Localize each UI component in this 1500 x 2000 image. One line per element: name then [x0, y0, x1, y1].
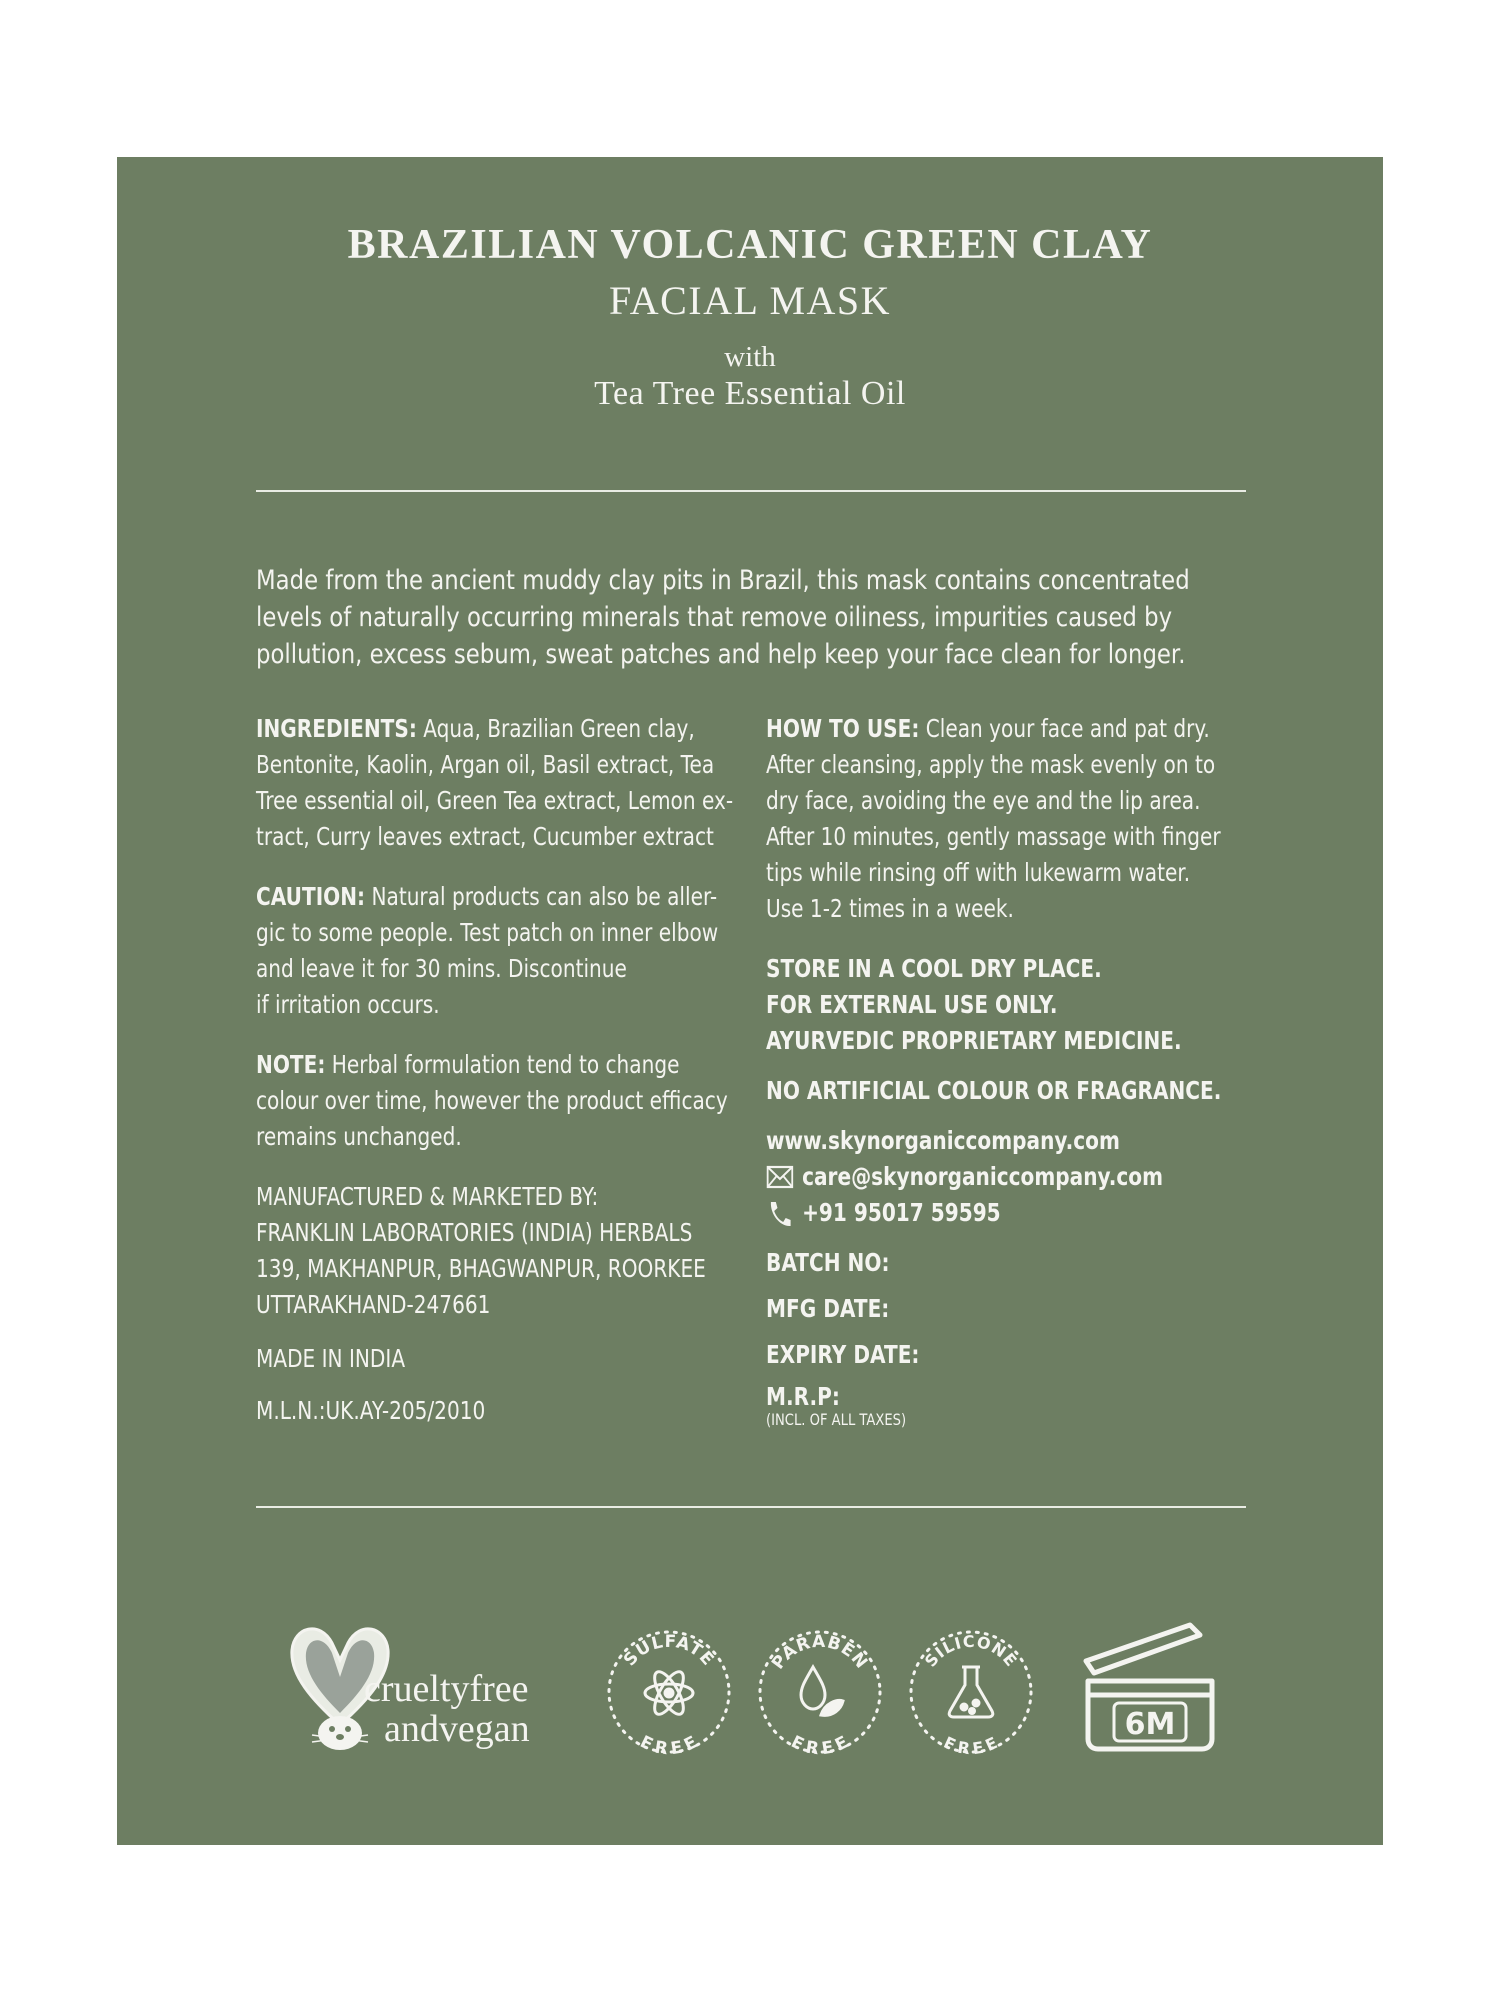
mrp-note: (INCL. OF ALL TAXES): [766, 1410, 907, 1429]
manufacturer-text: FRANKLIN LABORATORIES (INDIA) HERBALS: [256, 1218, 693, 1247]
how-to-use-text: Clean your face and pat dry.: [919, 714, 1210, 743]
note-text: colour over time, however the product efficacy: [256, 1086, 728, 1115]
with-text: with: [724, 341, 776, 373]
phone-number[interactable]: +91 95017 59595: [802, 1198, 1001, 1227]
license-number: M.L.N.:UK.AY-205/2010: [256, 1396, 486, 1425]
caution-text: and leave it for 30 mins. Discontinue: [256, 954, 627, 983]
how-to-use-section: [766, 711, 1225, 927]
no-artificial-text: NO ARTIFICIAL COLOUR OR FRAGRANCE.: [766, 1076, 1222, 1105]
how-to-use-text: tips while rinsing off with lukewarm water.: [766, 858, 1191, 887]
ingredients-text: Aqua, Brazilian Green clay,: [416, 714, 695, 743]
pao-text: 6M: [1124, 1707, 1176, 1742]
product-label-panel: [117, 157, 1383, 1845]
top-divider: [256, 490, 1246, 492]
manufacturer-text: 139, MAKHANPUR, BHAGWANPUR, ROORKEE: [256, 1254, 706, 1283]
cruelty-free-badge: [282, 1615, 582, 1765]
made-in: MADE IN INDIA: [256, 1344, 406, 1373]
product-description: [256, 562, 1254, 673]
storage-section: [766, 951, 1225, 1059]
ingredients-text: Tree essential oil, Green Tea extract, Lemon ex-: [256, 786, 734, 815]
mfg-date: MFG DATE:: [766, 1294, 890, 1323]
caution-section: [256, 879, 764, 1023]
how-to-use-text: dry face, avoiding the eye and the lip area.: [766, 786, 1201, 815]
note-section: [256, 1047, 764, 1155]
period-after-opening-badge: [1080, 1615, 1220, 1755]
silicone-free-text: FREE: [940, 1732, 1002, 1757]
ingredients-section: [256, 711, 764, 855]
silicone-text: SILICONE: [920, 1631, 1022, 1671]
note-text: Herbal formulation tend to change: [325, 1050, 680, 1079]
sulfate-free-badge: [604, 1627, 734, 1757]
ingredients-text: Bentonite, Kaolin, Argan oil, Basil extract, Tea: [256, 750, 715, 779]
how-to-use-text: Use 1-2 times in a week.: [766, 894, 1014, 923]
how-to-use-text: After 10 minutes, gently massage with finger: [766, 822, 1221, 851]
sulfate-free-text: FREE: [636, 1732, 702, 1757]
medicine-type: AYURVEDIC PROPRIETARY MEDICINE.: [766, 1026, 1182, 1055]
batch-no: BATCH NO:: [766, 1248, 890, 1277]
description-line: Made from the ancient muddy clay pits in Brazil, this mask contains concentrated: [256, 565, 1190, 596]
note-text: remains unchanged.: [256, 1122, 462, 1151]
contact-section: [766, 1123, 1225, 1231]
paraben-free-badge: [755, 1627, 885, 1757]
description-line: levels of naturally occurring minerals that remove oiliness, impurities caused by: [256, 602, 1173, 633]
how-to-use-text: After cleansing, apply the mask evenly on to: [766, 750, 1216, 779]
sulfate-text: SULFATE: [619, 1631, 719, 1671]
email-link[interactable]: care@skynorganiccompany.com: [802, 1162, 1164, 1191]
right-column: [766, 711, 1225, 1429]
atom-icon: [645, 1668, 693, 1719]
droplet-leaf-icon: [801, 1667, 843, 1715]
mail-icon: [766, 1165, 794, 1189]
paraben-text: PARABEN: [768, 1631, 872, 1674]
mrp: M.R.P:: [766, 1382, 840, 1411]
ingredients-text: tract, Curry leaves extract, Cucumber extract: [256, 822, 714, 851]
bottom-divider: [256, 1506, 1246, 1508]
email-row: [766, 1159, 1225, 1195]
description-line: pollution, excess sebum, sweat patches and help keep your face clean for longer.: [256, 639, 1186, 670]
manufacturer-text: UTTARAKHAND-247661: [256, 1290, 491, 1319]
batch-info: [766, 1245, 1225, 1429]
left-column: [256, 711, 764, 1453]
note-label: NOTE:: [256, 1050, 326, 1079]
caution-text: gic to some people. Test patch on inner elbow: [256, 918, 719, 947]
phone-icon: [766, 1199, 794, 1227]
phone-row: [766, 1195, 1225, 1231]
certification-badges: [117, 1597, 1383, 1797]
manufacturer-section: [256, 1179, 764, 1323]
manufacturer-text: MANUFACTURED & MARKETED BY:: [256, 1182, 599, 1211]
usage-text: FOR EXTERNAL USE ONLY.: [766, 990, 1058, 1019]
and-vegan-text: andvegan: [384, 1708, 530, 1750]
website-link[interactable]: www.skynorganiccompany.com: [766, 1126, 1120, 1155]
ingredients-label: INGREDIENTS:: [256, 714, 417, 743]
caution-label: CAUTION:: [256, 882, 366, 911]
flask-icon: [949, 1667, 993, 1717]
product-type: FACIAL MASK: [608, 278, 892, 323]
storage-text: STORE IN A COOL DRY PLACE.: [766, 954, 1102, 983]
product-title: BRAZILIAN VOLCANIC GREEN CLAY: [347, 222, 1153, 268]
how-to-use-label: HOW TO USE:: [766, 714, 920, 743]
caution-text: Natural products can also be aller-: [365, 882, 718, 911]
expiry-date: EXPIRY DATE:: [766, 1340, 920, 1369]
cruelty-free-text: crueltyfree: [364, 1668, 529, 1710]
silicone-free-badge: [906, 1627, 1036, 1757]
caution-text: if irritation occurs.: [256, 990, 440, 1019]
product-subtitle: Tea Tree Essential Oil: [594, 375, 906, 412]
paraben-free-text: FREE: [787, 1732, 853, 1757]
